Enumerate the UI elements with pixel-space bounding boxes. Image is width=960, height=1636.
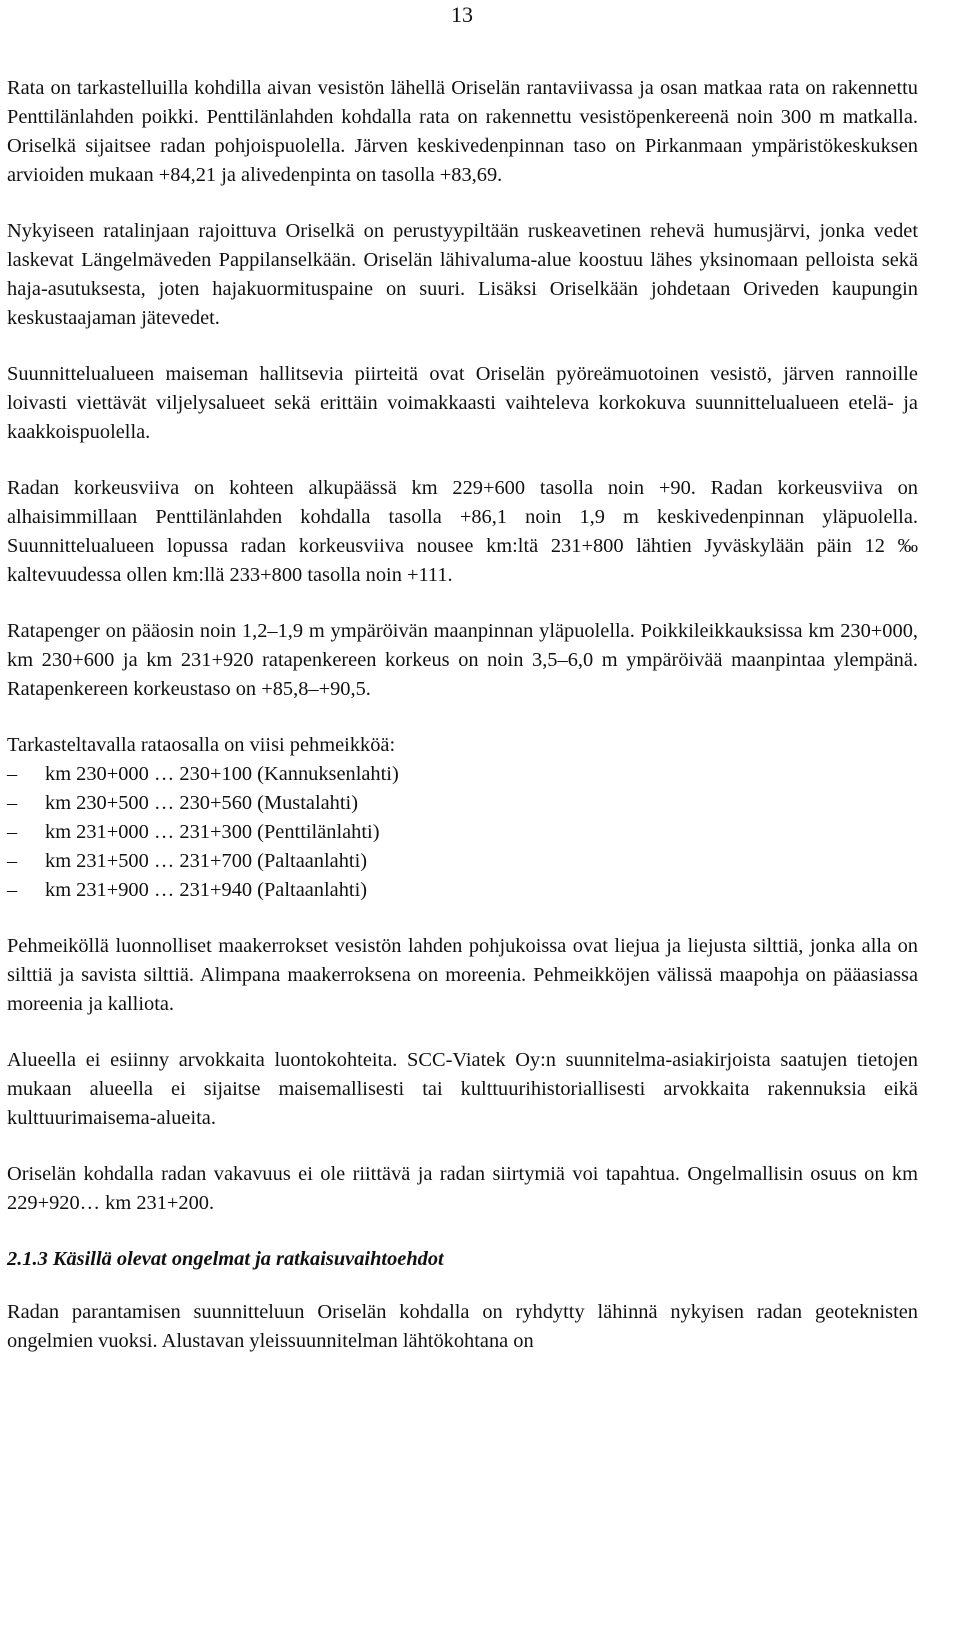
paragraph-elevation-line: Radan korkeusviiva on kohteen alkupäässä km 229+600 tasolla noin +90. Radan korkeusviiva on alhaisimmillaan Penttilänlahden kohdalla tasolla +86,1 noin 1,9 m keskivedenpinnan yläpuolella. Suunnittelualueen lopussa radan korkeusviiva nousee km:ltä 231+800 lähtien Jyväskylään päin 12 ‰ kaltevuudessa ollen km:llä 233+800 tasolla noin +111. xyxy=(7,477,918,586)
page-number: 13 xyxy=(451,2,473,27)
list-item xyxy=(7,876,918,905)
paragraph-embankment: Ratapenger on pääosin noin 1,2–1,9 m ympäröivän maanpinnan yläpuolella. Poikkileikkauksissa km 230+000, km 230+600 ja km 231+920 ratapenkereen korkeus on noin 3,5–6,0 m ympäröivää maanpintaa ylempänä. Ratapenkereen korkeustaso on +85,8–+90,5. xyxy=(7,620,918,700)
list-item-text: km 230+000 … 230+100 (Kannuksenlahti) xyxy=(45,763,399,785)
soft-ground-list xyxy=(7,760,918,905)
paragraph-landscape: Suunnittelualueen maiseman hallitsevia piirteitä ovat Oriselän pyöreämuotoinen vesistö, järven rannoille loivasti viettävät viljelysalueet sekä erittäin voimakkaasti vaihteleva korkokuva suunnittelualueen etelä- ja kaakkoispuolella. xyxy=(7,363,918,443)
paragraph-stability: Oriselän kohdalla radan vakavuus ei ole riittävä ja radan siirtymiä voi tapahtua. Ongelmallisin osuus on km 229+920… km 231+200. xyxy=(7,1163,918,1214)
soft-ground-intro: Tarkasteltavalla rataosalla on viisi pehmeikköä: xyxy=(7,734,396,756)
list-item-text: km 231+900 … 231+940 (Paltaanlahti) xyxy=(45,879,368,901)
document-body xyxy=(7,74,918,1383)
dash-bullet: – xyxy=(7,879,18,901)
dash-bullet: – xyxy=(7,763,18,785)
dash-bullet: – xyxy=(7,792,18,814)
list-item xyxy=(7,760,918,789)
paragraph-natural-sites: Alueella ei esiinny arvokkaita luontokohteita. SCC-Viatek Oy:n suunnitelma-asiakirjoista saatujen tietojen mukaan alueella ei sijaitse maisemallisesti tai kulttuurihistoriallisesti arvokkaita rakennuksia eikä kulttuurimaisema-alueita. xyxy=(7,1049,918,1129)
list-item xyxy=(7,847,918,876)
list-item xyxy=(7,789,918,818)
list-item xyxy=(7,818,918,847)
paragraph-planning-basis: Radan parantamisen suunnitteluun Oriselän kohdalla on ryhdytty lähinnä nykyisen radan geoteknisten ongelmien vuoksi. Alustavan yleissuunnitelman lähtökohtana on xyxy=(7,1301,918,1352)
list-item-text: km 231+000 … 231+300 (Penttilänlahti) xyxy=(45,821,380,843)
dash-bullet: – xyxy=(7,850,18,872)
paragraph-soil-layers: Pehmeiköllä luonnolliset maakerrokset vesistön lahden pohjukoissa ovat liejua ja liejusta silttiä, jonka alla on silttiä ja savista silttiä. Alimpana maakerroksena on moreenia. Pehmeikköjen välissä maapohja on pääasiassa moreenia ja kalliota. xyxy=(7,935,918,1015)
paragraph-track-location: Rata on tarkastelluilla kohdilla aivan vesistön lähellä Oriselän rantaviivassa ja osan matkaa rata on rakennettu Penttilänlahden poikki. Penttilänlahden kohdalla rata on rakennettu vesistöpenkereenä noin 300 m matkalla. Oriselkä sijaitsee radan pohjoispuolella. Järven keskivedenpinnan taso on Pirkanmaan ympäristökeskuksen arvioiden mukaan +84,21 ja alivedenpinta on tasolla +83,69. xyxy=(7,77,918,186)
list-item-text: km 231+500 … 231+700 (Paltaanlahti) xyxy=(45,850,368,872)
dash-bullet: – xyxy=(7,821,18,843)
section-heading: 2.1.3 Käsillä olevat ongelmat ja ratkaisuvaihtoehdot xyxy=(7,1248,444,1270)
paragraph-lake-description: Nykyiseen ratalinjaan rajoittuva Oriselkä on perustyypiltään ruskeavetinen rehevä humusjärvi, jonka vedet laskevat Längelmäveden Pappilanselkään. Oriselän lähivaluma-alue koostuu lähes yksinomaan pelloista sekä haja-asutuksesta, joten hajakuormituspaine on suuri. Lisäksi Oriselkään johdetaan Oriveden kaupungin keskustaajaman jätevedet. xyxy=(7,220,918,329)
list-item-text: km 230+500 … 230+560 (Mustalahti) xyxy=(45,792,358,814)
